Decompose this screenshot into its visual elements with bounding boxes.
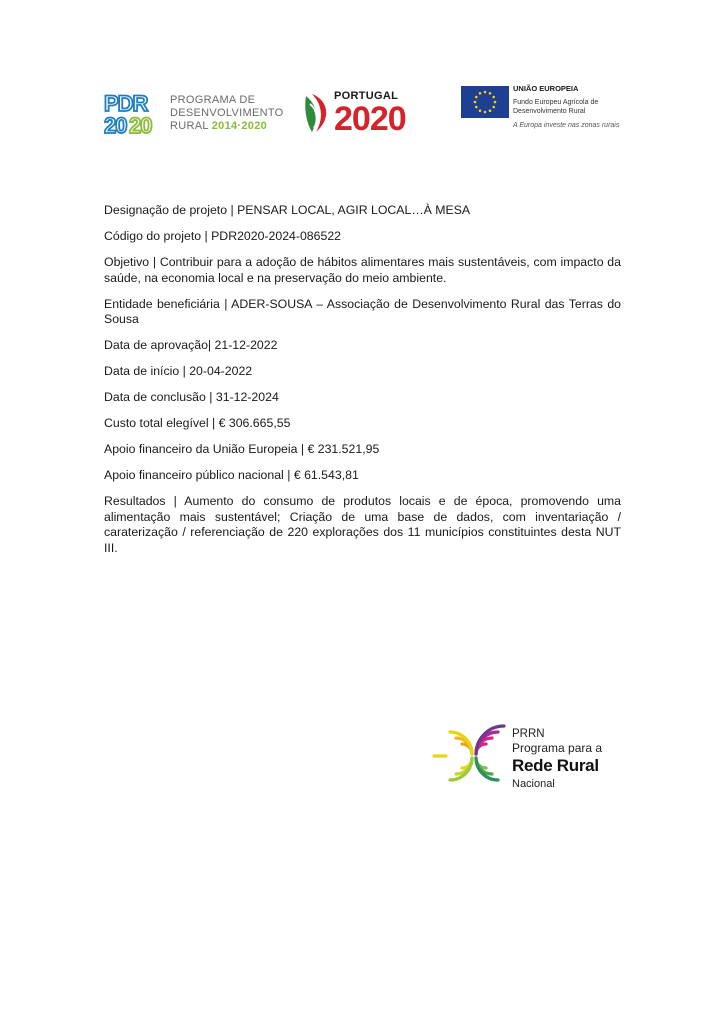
pdr-line1: PROGRAMA DE <box>170 94 256 106</box>
eu-flag-icon <box>461 86 509 118</box>
pdr-line3-prefix: RURAL <box>170 120 212 132</box>
pdr-years: 2014·2020 <box>211 120 268 132</box>
svg-text:20: 20 <box>104 113 127 136</box>
pdr2020-logo <box>104 90 284 136</box>
project-details <box>104 203 621 567</box>
national-public-support: Apoio financeiro público nacional | € 61.543,81 <box>104 468 359 482</box>
pdr-line2: DESENVOLVIMENTO <box>170 107 284 119</box>
header-logos <box>104 80 624 142</box>
total-eligible-cost: Custo total elegível | € 306.665,55 <box>104 416 291 430</box>
completion-date: Data de conclusão | 31-12-2024 <box>104 390 279 404</box>
svg-text:20: 20 <box>129 113 152 136</box>
eu-fund: Fundo Europeu Agrícola de Desenvolvimento Rural <box>513 99 599 115</box>
prrn-emblem-icon <box>432 720 510 792</box>
portugal-year: 2020 <box>334 100 406 138</box>
prrn-line3: Rede Rural <box>512 756 599 775</box>
project-results: Resultados | Aumento do consumo de produtos locais e de época, promovendo uma alimentação mais sustentável; Criação de uma base de dados, com inventariação / caraterização / referenciação de 220 explorações dos 11 municípios constituintes desta NUT III. <box>104 494 621 555</box>
project-objective: Objetivo | Contribuir para a adoção de hábitos alimentares mais sustentáveis, com impacto da saúde, na economia local e na preservação do meio ambiente. <box>104 255 621 285</box>
start-date: Data de início | 20-04-2022 <box>104 364 253 378</box>
prrn-line4: Nacional <box>512 778 555 790</box>
eu-financial-support: Apoio financeiro da União Europeia | € 231.521,95 <box>104 442 380 456</box>
pdr2020-caption <box>170 94 284 133</box>
eu-slogan: A Europa investe nas zonas rurais <box>513 122 620 129</box>
svg-text:PDR: PDR <box>104 92 148 116</box>
prrn-line2: Programa para a <box>512 741 603 755</box>
portugal2020-logo <box>302 80 444 140</box>
prrn-logo <box>432 716 628 796</box>
pdr2020-mark <box>104 92 164 136</box>
project-designation: Designação de projeto | PENSAR LOCAL, AGIR LOCAL…À MESA <box>104 203 471 217</box>
project-beneficiary: Entidade beneficiária | ADER-SOUSA – Associação de Desenvolvimento Rural das Terras do Sousa <box>104 296 621 326</box>
portugal-name: PORTUGAL <box>334 90 399 102</box>
prrn-acronym: PRRN <box>512 728 545 740</box>
approval-date: Data de aprovação| 21-12-2022 <box>104 338 278 352</box>
pdr-line3 <box>170 120 284 133</box>
project-code: Código do projeto | PDR2020-2024-086522 <box>104 229 342 243</box>
eu-logo <box>461 84 625 136</box>
portugal-emblem-icon <box>302 90 332 134</box>
eu-title: UNIÃO EUROPEIA <box>513 84 579 93</box>
